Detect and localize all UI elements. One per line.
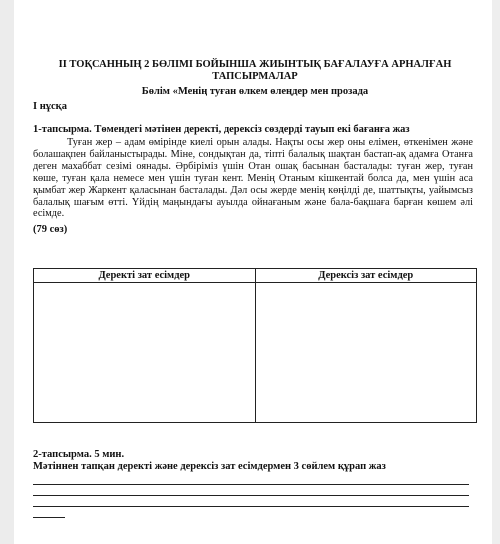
page-right-margin (492, 0, 500, 544)
task1-title: 1-тапсырма. Төмендегі мәтінен деректі, дерексіз сөздерді тауып екі бағанға жаз (33, 124, 410, 135)
variant-label: I нұсқа (33, 101, 67, 112)
answer-line[interactable] (33, 484, 469, 485)
abstract-nouns-cell[interactable] (255, 283, 477, 423)
concrete-nouns-header: Деректі зат есімдер (34, 269, 256, 283)
task2-instruction: Мәтіннен тапқан деректі және дерексіз зат есімдермен 3 сөйлем құрап жаз (33, 461, 386, 472)
header-line-2: ТАПСЫРМАЛАР (212, 71, 298, 82)
section-title: Бөлім «Менің туған өлкем өлеңдер мен прозада (141, 86, 369, 97)
page-left-margin (0, 0, 14, 544)
answer-table (33, 268, 477, 423)
answer-line[interactable] (33, 506, 469, 507)
concrete-nouns-cell[interactable] (34, 283, 256, 423)
header-line-1: II ТОҚСАННЫҢ 2 БӨЛІМІ БОЙЫНША ЖИЫНТЫҚ БАҒАЛАУҒА АРНАЛҒАН (58, 59, 452, 70)
task1-text (33, 137, 473, 220)
task1-text-body: Туған жер – адам өмірінде киелі орын алады. Нақты осы жер оны елімен, өткенімен және болашақпен байланыстырады. Міне, сондықтан да, тіпті балалық шақтан бастап-ақ адамға Отанға деген махаббат сезімі оянады. Әрбіріміз үшін Отан ошақ басынан басталады: туған жер, туған көше, туған қала немесе мен үшін туған кент. Менің Отаным кішкентай болса да, мен үшін аса қымбат жер Жаркент қаласынан басталады. Дәл осы жерде менің көңілді де, шаттықты, уайымсыз балалық шағым өтті. Үйдің маңындағы ауылда ойнағаным және бала-бақшаға барған көшем әлі есімде. (33, 137, 473, 220)
word-count: (79 сөз) (33, 224, 68, 235)
answer-line[interactable] (33, 495, 469, 496)
answer-line[interactable] (33, 517, 65, 518)
abstract-nouns-header: Дерексіз зат есімдер (255, 269, 477, 283)
task2-title: 2-тапсырма. 5 мин. (33, 449, 125, 460)
